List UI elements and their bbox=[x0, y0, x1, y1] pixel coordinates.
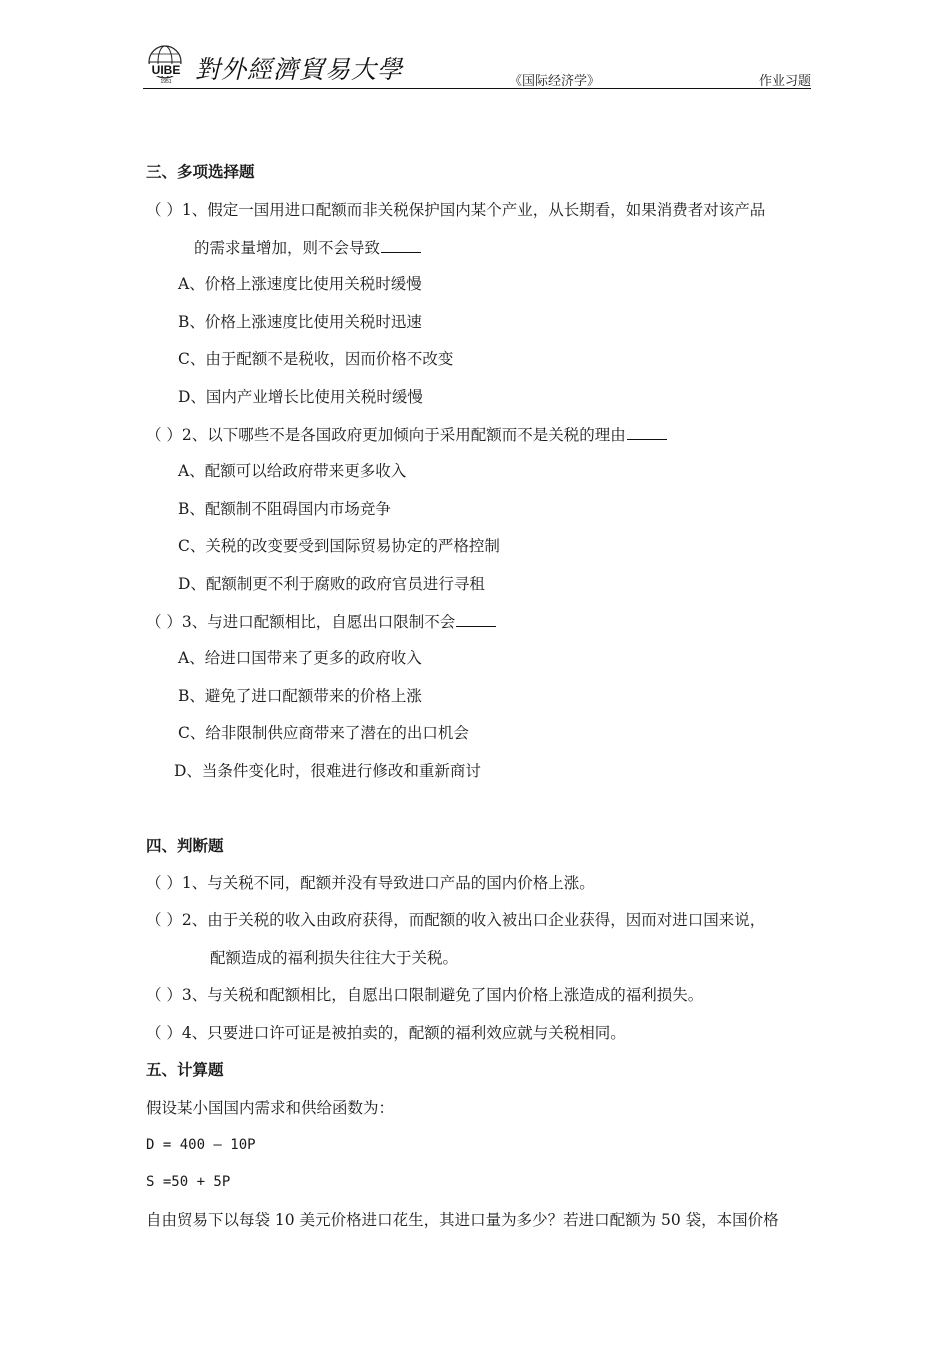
option-b: B、价格上涨速度比使用关税时迅速 bbox=[178, 313, 422, 331]
option-a: A、价格上涨速度比使用关税时缓慢 bbox=[178, 275, 422, 293]
section-heading-calculation: 五、计算题 bbox=[146, 1060, 224, 1079]
judgment-1-text: （ ）1、与关税不同，配额并没有导致进口产品的国内价格上涨。 bbox=[146, 874, 595, 892]
header-divider bbox=[143, 88, 811, 89]
option-a: A、配额可以给政府带来更多收入 bbox=[178, 462, 407, 480]
calculation-intro: 假设某小国国内需求和供给函数为： bbox=[146, 1099, 395, 1117]
calculation-question: 自由贸易下以每袋 10 美元价格进口花生，其进口量为多少？若进口配额为 50 袋，本国价格 bbox=[146, 1211, 779, 1229]
judgment-3-text: （ ）3、与关税和配额相比，自愿出口限制避免了国内价格上涨造成的福利损失。 bbox=[146, 986, 704, 1004]
logo-text: UIBE bbox=[151, 63, 181, 77]
supply-function: S =50 + 5P bbox=[146, 1174, 231, 1190]
option-b: B、配额制不阻碍国内市场竞争 bbox=[178, 500, 391, 518]
demand-function: D = 400 — 10P bbox=[146, 1137, 256, 1153]
school-name: 對外經濟貿易大學 bbox=[195, 55, 404, 84]
option-d: D、配额制更不利于腐败的政府官员进行寻租 bbox=[178, 575, 485, 593]
section-heading-true-false: 四、判断题 bbox=[146, 836, 224, 855]
option-d: D、国内产业增长比使用关税时缓慢 bbox=[178, 388, 423, 406]
answer-blank bbox=[456, 611, 496, 627]
option-b: B、避免了进口配额带来的价格上涨 bbox=[178, 687, 422, 705]
question-1-text: （ ）1、假定一国用进口配额而非关税保护国内某个产业，从长期看，如果消费者对该产品 bbox=[146, 201, 766, 219]
judgment-4-text: （ ）4、只要进口许可证是被拍卖的，配额的福利效应就与关税相同。 bbox=[146, 1024, 626, 1042]
course-title: 《国际经济学》 bbox=[509, 74, 601, 89]
question-3-text: （ ）3、与进口配额相比，自愿出口限制不会 bbox=[146, 611, 496, 632]
question-2-text: （ ）2、以下哪些不是各国政府更加倾向于采用配额而不是关税的理由 bbox=[146, 424, 667, 445]
page-header bbox=[143, 44, 811, 89]
question-1-text-cont: 的需求量增加，则不会导致 bbox=[194, 237, 421, 258]
answer-blank bbox=[627, 424, 667, 440]
section-tag: 作业习题 bbox=[758, 74, 811, 89]
option-a: A、给进口国带来了更多的政府收入 bbox=[178, 649, 422, 667]
option-c: C、关税的改变要受到国际贸易协定的严格控制 bbox=[178, 537, 500, 555]
answer-blank bbox=[381, 237, 421, 253]
option-d: D、当条件变化时，很难进行修改和重新商讨 bbox=[174, 762, 481, 780]
judgment-2-text-cont: 配额造成的福利损失往往大于关税。 bbox=[210, 949, 459, 967]
university-logo-icon bbox=[143, 44, 191, 86]
option-c: C、给非限制供应商带来了潜在的出口机会 bbox=[178, 724, 469, 742]
judgment-2-text: （ ）2、由于关税的收入由政府获得，而配额的收入被出口企业获得，因而对进口国来说， bbox=[146, 911, 766, 929]
section-heading-multiple-choice: 三、多项选择题 bbox=[146, 162, 255, 181]
option-c: C、由于配额不是税收，因而价格不改变 bbox=[178, 350, 454, 368]
logo-year: 1951 bbox=[160, 79, 172, 85]
